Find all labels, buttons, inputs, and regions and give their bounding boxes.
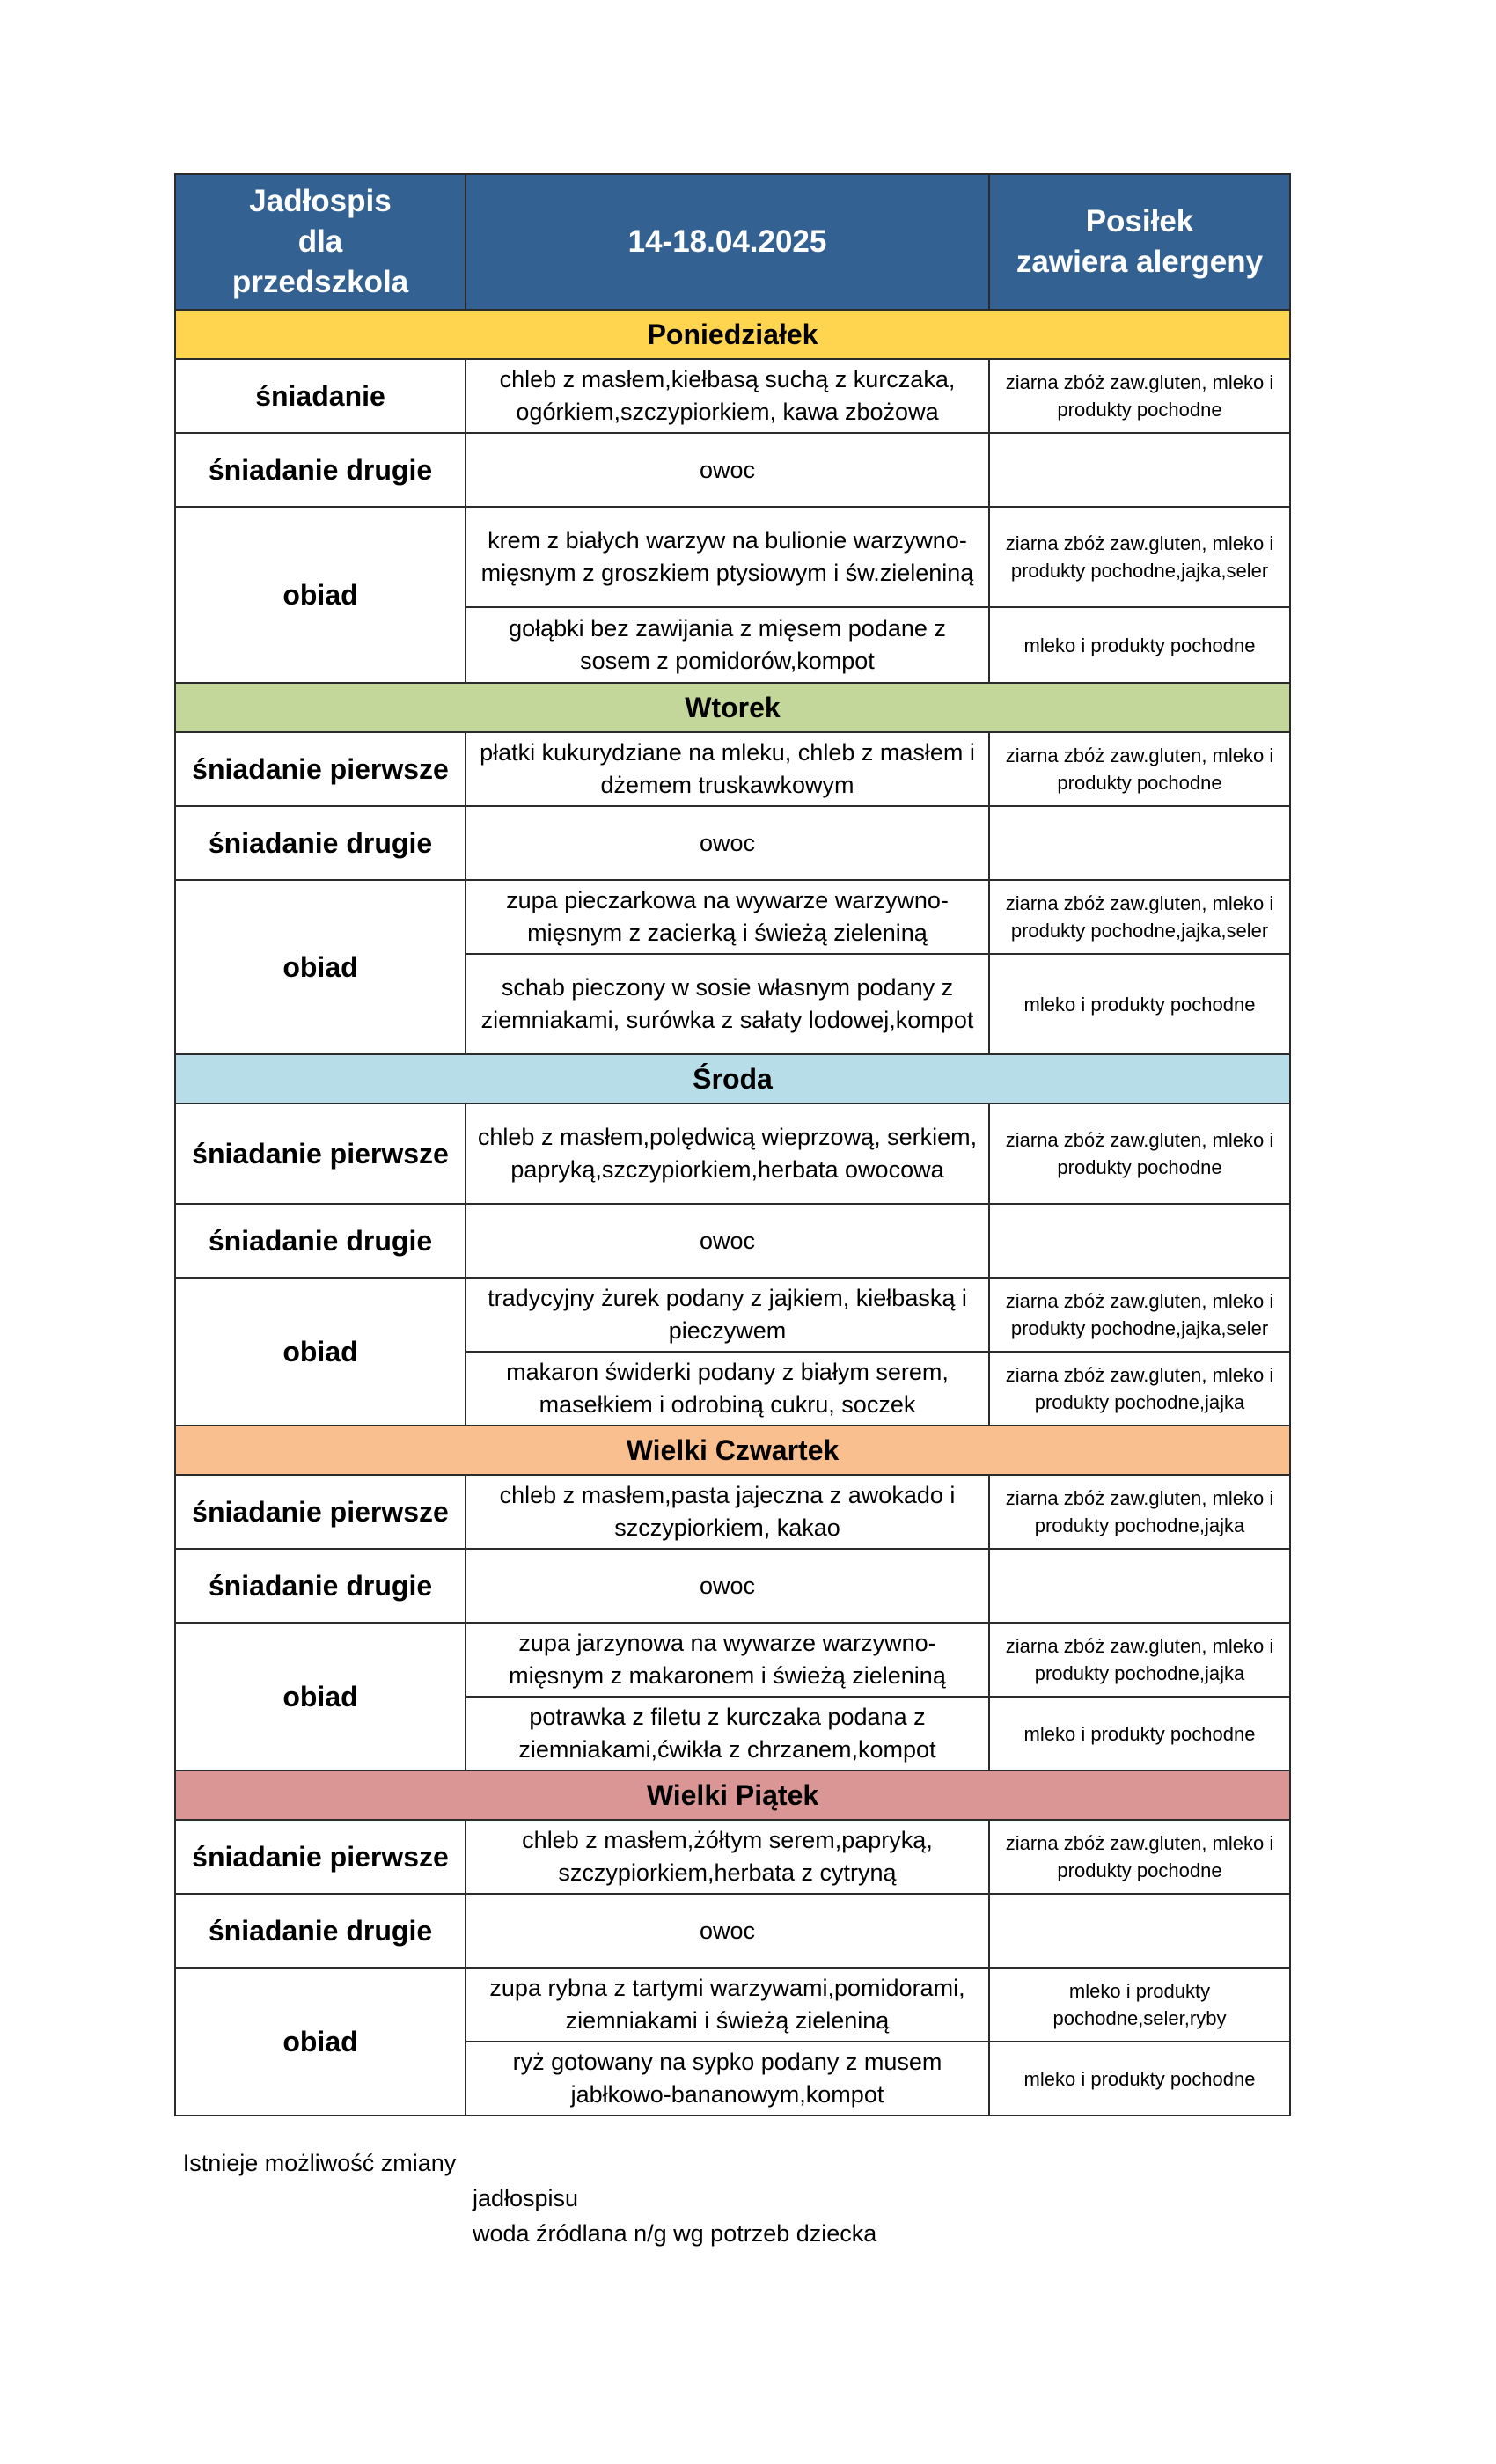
breakfast-row <box>175 1820 1290 1894</box>
allergens-text <box>989 806 1290 880</box>
second-breakfast-row <box>175 1549 1290 1623</box>
lunch-row <box>175 1968 1290 2042</box>
second-breakfast-row <box>175 1894 1290 1968</box>
dish-text: zupa jarzynowa na wywarze warzywno-mięsnym z makaronem i świeżą zieleniną <box>466 1623 989 1697</box>
dish-text: chleb z masłem,żółtym serem,papryką, szczypiorkiem,herbata z cytryną <box>466 1820 989 1894</box>
allergens-text: ziarna zbóż zaw.gluten, mleko i produkty pochodne,jajka,seler <box>989 507 1290 607</box>
dish-text: chleb z masłem,polędwicą wieprzową, serkiem, papryką,szczypiorkiem,herbata owocowa <box>466 1104 989 1204</box>
menu-title <box>175 174 466 310</box>
menu-title-line: przedszkola <box>231 265 409 299</box>
second-breakfast-row <box>175 806 1290 880</box>
meal-label: śniadanie drugie <box>175 433 466 507</box>
dish-text: krem z białych warzyw na bulionie warzywno-mięsnym z groszkiem ptysiowym i św.zieleniną <box>466 507 989 607</box>
dish-text: owoc <box>466 1549 989 1623</box>
dish-text: płatki kukurydziane na mleku, chleb z masłem i dżemem truskawkowym <box>466 732 989 806</box>
dish-text: tradycyjny żurek podany z jajkiem, kiełbaską i pieczywem <box>466 1278 989 1352</box>
meal-label: śniadanie drugie <box>175 806 466 880</box>
dish-text: owoc <box>466 806 989 880</box>
allergens-text <box>989 1204 1290 1278</box>
meal-label: śniadanie drugie <box>175 1894 466 1968</box>
allergens-text <box>989 1549 1290 1623</box>
allergens-text: mleko i produkty pochodne <box>989 954 1290 1054</box>
allergens-text: ziarna zbóż zaw.gluten, mleko i produkty pochodne,jajka <box>989 1623 1290 1697</box>
allergens-text: ziarna zbóż zaw.gluten, mleko i produkty pochodne,jajka <box>989 1352 1290 1426</box>
allergens-text: ziarna zbóż zaw.gluten, mleko i produkty pochodne <box>989 1104 1290 1204</box>
meal-label: śniadanie pierwsze <box>175 1104 466 1204</box>
menu-title-line: Jadłospis <box>249 184 392 218</box>
allergens-header-line: zawiera alergeny <box>1016 245 1264 279</box>
menu-table <box>174 173 1291 2116</box>
breakfast-row <box>175 732 1290 806</box>
allergens-text: mleko i produkty pochodne <box>989 2042 1290 2116</box>
dish-text: chleb z masłem,pasta jajeczna z awokado i szczypiorkiem, kakao <box>466 1475 989 1549</box>
dish-text: schab pieczony w sosie własnym podany z ziemniakami, surówka z sałaty lodowej,kompot <box>466 954 989 1054</box>
breakfast-row <box>175 1475 1290 1549</box>
meal-label: śniadanie drugie <box>175 1204 466 1278</box>
dish-text: ryż gotowany na sypko podany z musem jabłkowo-bananowym,kompot <box>466 2042 989 2116</box>
dish-text: owoc <box>466 1204 989 1278</box>
day-row <box>175 1054 1290 1104</box>
meal-label: obiad <box>175 1968 466 2116</box>
dish-text: owoc <box>466 433 989 507</box>
meal-label: śniadanie pierwsze <box>175 1820 466 1894</box>
menu-title-line: dla <box>297 224 343 259</box>
dish-text: zupa pieczarkowa na wywarze warzywno-mięsnym z zacierką i świeżą zieleniną <box>466 880 989 954</box>
allergens-text: mleko i produkty pochodne <box>989 607 1290 683</box>
day-row <box>175 310 1290 359</box>
water-note: woda źródlana n/g wg potrzeb dziecka <box>473 2220 877 2247</box>
meal-label: śniadanie pierwsze <box>175 1475 466 1549</box>
day-name: Wtorek <box>175 683 1290 732</box>
day-name: Wielki Czwartek <box>175 1426 1290 1475</box>
lunch-row <box>175 507 1290 607</box>
lunch-row <box>175 1623 1290 1697</box>
menu-body <box>175 310 1290 2116</box>
dish-text: gołąbki bez zawijania z mięsem podane z sosem z pomidorów,kompot <box>466 607 989 683</box>
lunch-row <box>175 1278 1290 1352</box>
lunch-row <box>175 880 1290 954</box>
dish-text: chleb z masłem,kiełbasą suchą z kurczaka, ogórkiem,szczypiorkiem, kawa zbożowa <box>466 359 989 433</box>
breakfast-row <box>175 1104 1290 1204</box>
allergens-text: ziarna zbóż zaw.gluten, mleko i produkty pochodne,jajka,seler <box>989 1278 1290 1352</box>
breakfast-row <box>175 359 1290 433</box>
meal-label: śniadanie pierwsze <box>175 732 466 806</box>
allergens-text: ziarna zbóż zaw.gluten, mleko i produkty pochodne <box>989 732 1290 806</box>
dish-text: owoc <box>466 1894 989 1968</box>
dish-text: potrawka z filetu z kurczaka podana z ziemniakami,ćwikła z chrzanem,kompot <box>466 1697 989 1771</box>
dish-text: makaron świderki podany z białym serem, masełkiem i odrobiną cukru, soczek <box>466 1352 989 1426</box>
meal-label: obiad <box>175 1278 466 1426</box>
allergens-text <box>989 433 1290 507</box>
allergens-text <box>989 1894 1290 1968</box>
day-row <box>175 683 1290 732</box>
meal-label: obiad <box>175 880 466 1054</box>
allergens-text: mleko i produkty pochodne <box>989 1697 1290 1771</box>
change-note-continued: jadłospisu <box>473 2185 579 2211</box>
allergens-text: ziarna zbóż zaw.gluten, mleko i produkty pochodne <box>989 1820 1290 1894</box>
day-row <box>175 1771 1290 1820</box>
allergens-text: mleko i produkty pochodne,seler,ryby <box>989 1968 1290 2042</box>
day-name: Środa <box>175 1054 1290 1104</box>
allergens-text: ziarna zbóż zaw.gluten, mleko i produkty pochodne <box>989 359 1290 433</box>
second-breakfast-row <box>175 1204 1290 1278</box>
day-row <box>175 1426 1290 1475</box>
change-note: Istnieje możliwość zmiany <box>182 2150 457 2176</box>
dish-text: zupa rybna z tartymi warzywami,pomidorami, ziemniakami i świeżą zieleniną <box>466 1968 989 2042</box>
meal-label: obiad <box>175 507 466 683</box>
allergens-text: ziarna zbóż zaw.gluten, mleko i produkty pochodne,jajka,seler <box>989 880 1290 954</box>
header-row <box>175 174 1290 310</box>
second-breakfast-row <box>175 433 1290 507</box>
allergens-header <box>989 174 1290 310</box>
footer-notes <box>473 2181 876 2251</box>
day-name: Poniedziałek <box>175 310 1290 359</box>
allergens-text: ziarna zbóż zaw.gluten, mleko i produkty pochodne,jajka <box>989 1475 1290 1549</box>
meal-label: obiad <box>175 1623 466 1771</box>
meal-label: śniadanie <box>175 359 466 433</box>
meal-label: śniadanie drugie <box>175 1549 466 1623</box>
day-name: Wielki Piątek <box>175 1771 1290 1820</box>
menu-dates: 14-18.04.2025 <box>466 174 989 310</box>
allergens-header-line: Posiłek <box>1085 204 1194 238</box>
